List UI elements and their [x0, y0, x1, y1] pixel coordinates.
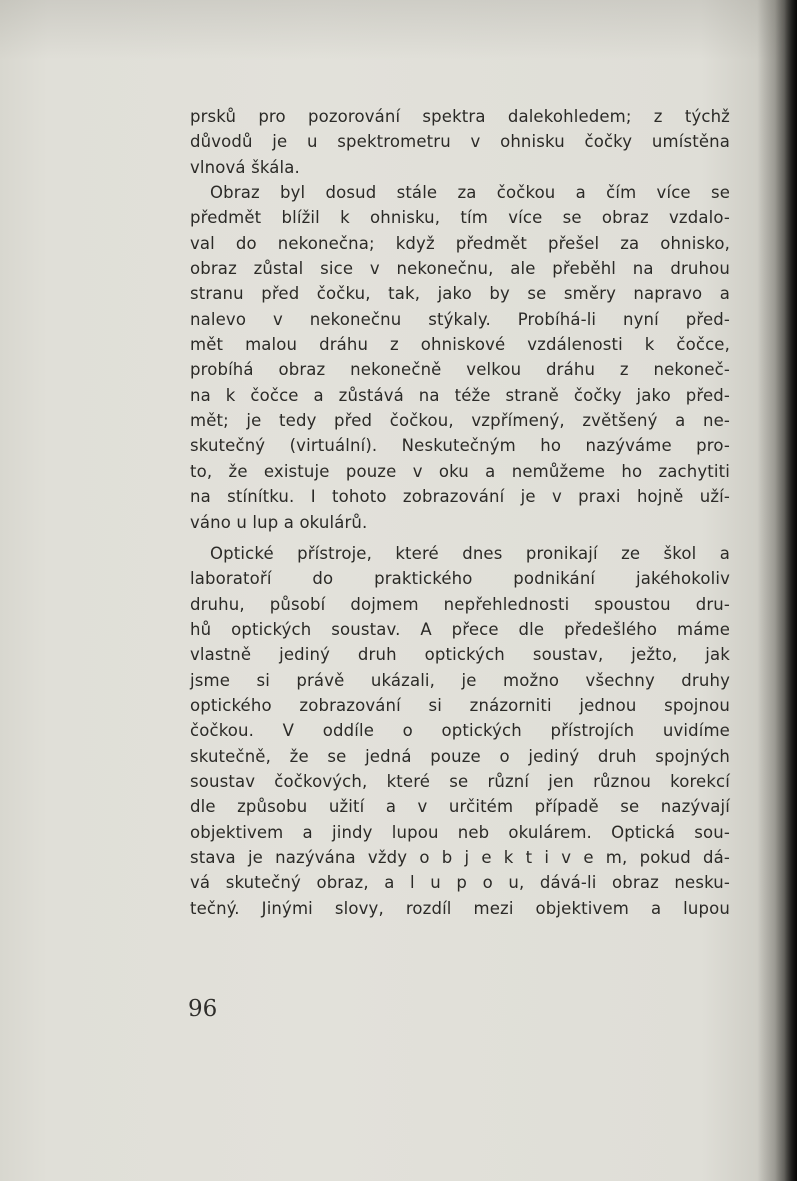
text-line: val do nekonečna; když předmět přešel za ohnisko,	[190, 233, 730, 253]
text-line: předmět blížil k ohnisku, tím více se obraz vzdalo-	[190, 208, 730, 228]
text-line: vlnová škála.	[190, 157, 300, 177]
text-line: mět malou dráhu z ohniskové vzdálenosti k čočce,	[190, 335, 730, 355]
text-line: skutečně, že se jedná pouze o jediný druh spojných	[190, 746, 730, 766]
text-line: druhu, působí dojmem nepřehlednosti spoustou dru-	[190, 594, 730, 614]
text-line: obraz zůstal sice v nekonečnu, ale přeběhl na druhou	[190, 259, 730, 279]
text-line: nalevo v nekonečnu stýkaly. Probíhá-li nyní před-	[190, 309, 730, 329]
text-line: mět; je tedy před čočkou, vzpřímený, zvětšený a ne-	[190, 411, 730, 431]
paragraph-2	[190, 180, 730, 535]
text-line: skutečný (virtuální). Neskutečným ho nazýváme pro-	[190, 436, 730, 456]
text-line: vlastně jediný druh optických soustav, ježto, jak	[190, 645, 730, 665]
text-line: na k čočce a zůstává na téže straně čočky jako před-	[190, 385, 730, 405]
text-line: důvodů je u spektrometru v ohnisku čočky umístěna	[190, 132, 730, 152]
page-number: 96	[188, 996, 218, 1022]
text-line: vá skutečný obraz, a l u p o u, dává-li obraz nesku-	[190, 873, 730, 893]
text-line: tečný. Jinými slovy, rozdíl mezi objektivem a lupou	[190, 898, 730, 918]
text-line: na stínítku. I tohoto zobrazování je v praxi hojně uží-	[190, 487, 730, 507]
text-line: soustav čočkových, které se různí jen různou korekcí	[190, 771, 730, 791]
page-top-shading	[0, 0, 797, 60]
text-line: laboratoří do praktického podnikání jakéhokoliv	[190, 569, 730, 589]
book-gutter-shadow	[757, 0, 797, 1181]
body-text	[190, 104, 730, 921]
text-line: hů optických soustav. A přece dle předešlého máme	[190, 619, 730, 639]
text-line: jsme si právě ukázali, je možno všechny druhy	[190, 670, 730, 690]
text-line: to, že existuje pouze v oku a nemůžeme ho zachytiti	[190, 461, 730, 481]
text-line: prsků pro pozorování spektra dalekohledem; z týchž	[190, 107, 730, 126]
text-line: váno u lup a okulárů.	[190, 512, 368, 532]
text-line: objektivem a jindy lupou neb okulárem. Optická sou-	[190, 822, 730, 842]
paragraph-1	[190, 104, 730, 180]
text-line: dle způsobu užití a v určitém případě se nazývají	[190, 797, 730, 817]
text-line: Optické přístroje, které dnes pronikají ze škol a	[210, 543, 730, 563]
text-line: optického zobrazování si znázorniti jednou spojnou	[190, 695, 730, 715]
text-line: stranu před čočku, tak, jako by se směry napravo a	[190, 284, 730, 304]
text-line: probíhá obraz nekonečně velkou dráhu z nekoneč-	[190, 360, 730, 380]
text-line: stava je nazývána vždy o b j e k t i v e m, pokud dá-	[190, 847, 730, 867]
text-line: Obraz byl dosud stále za čočkou a čím více se	[210, 183, 730, 203]
paragraph-3	[190, 541, 730, 921]
text-line: čočkou. V oddíle o optických přístrojích uvidíme	[190, 721, 730, 741]
